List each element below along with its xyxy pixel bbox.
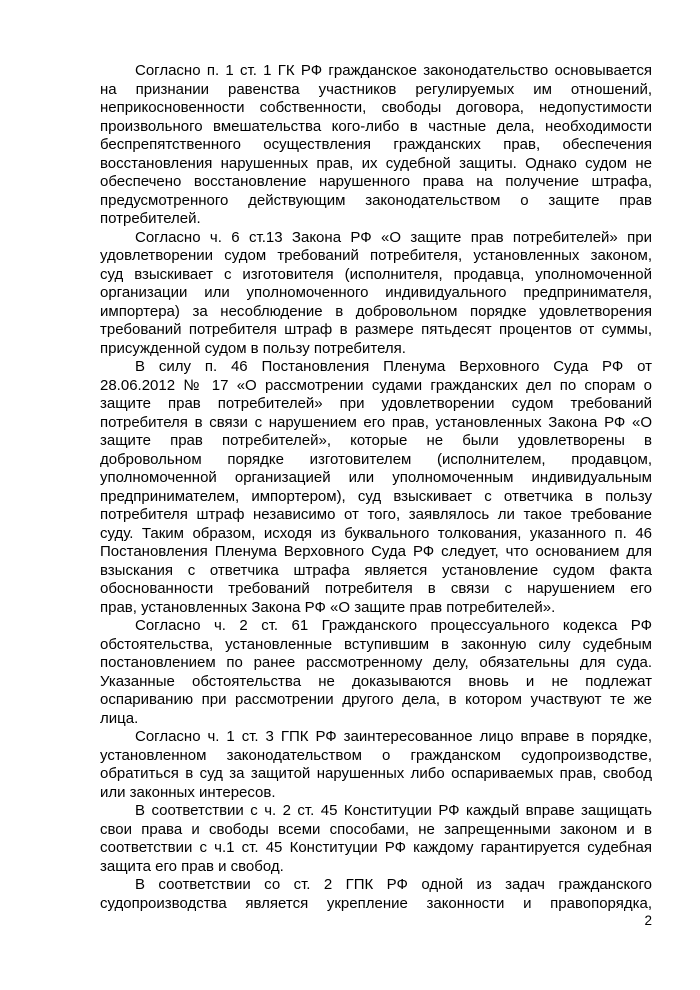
text-line: соответствии с ч.1 ст. 45 Конституции РФ каждому гарантируется судебная [100, 839, 652, 856]
text-line: В соответствии с ч. 2 ст. 45 Конституции РФ каждый вправе защищать [135, 802, 652, 819]
text-line: судопроизводства является укрепление законности и правопорядка, [100, 894, 652, 912]
page-number: 2 [644, 913, 652, 928]
text-line: суд взыскивает с изготовителя (исполнителя, продавца, уполномоченной [100, 265, 652, 283]
text-line: 28.06.2012 № 17 «О рассмотрении судами гражданских дел по спорам о [100, 376, 652, 394]
text-line: требований потребителя штраф в размере пятьдесят процентов от суммы, [100, 321, 652, 338]
paragraph [100, 229, 652, 359]
text-line: организации или уполномоченного индивидуального предпринимателя, [100, 284, 652, 301]
text-line: установленном законодательством о гражданском судопроизводстве, [100, 746, 652, 764]
paragraph [100, 876, 652, 913]
text-line: лица. [100, 709, 139, 727]
text-line: уполномоченной организацией или уполномоченным индивидуальным [100, 469, 652, 486]
text-line: потребителя штраф независимо от того, заявлялось ли такое требование [100, 506, 652, 523]
text-block [100, 62, 652, 913]
text-line: взыскания с ответчика штрафа является установление судом факта [100, 561, 652, 579]
text-line: защита его прав и свобод. [100, 857, 284, 875]
text-line: В соответствии со ст. 2 ГПК РФ одной из задач гражданского [135, 876, 652, 893]
text-line: или законных интересов. [100, 783, 276, 801]
text-line: потребителей. [100, 210, 201, 227]
text-line: добровольном порядке изготовителем (исполнителем, продавцом, [100, 450, 652, 468]
text-line: на признании равенства участников регулируемых им отношений, [100, 80, 652, 98]
text-line: импортера) за несоблюдение в добровольном порядке удовлетворения [100, 302, 652, 320]
text-line: защите прав потребителей» при удовлетворении судом требований [100, 395, 652, 412]
text-line: обратиться в суд за защитой нарушенных либо оспариваемых прав, свобод [100, 765, 652, 782]
text-line: обоснованности требований потребителя в связи с нарушением его [100, 580, 652, 597]
text-line: В силу п. 46 Постановления Пленума Верховного Суда РФ от [135, 358, 652, 375]
text-line: удовлетворении судом требований потребителя, установленных законом, [100, 247, 652, 264]
text-line: предусмотренного действующим законодательством о защите прав [100, 191, 652, 209]
text-line: Согласно ч. 1 ст. 3 ГПК РФ заинтересованное лицо вправе в порядке, [135, 728, 652, 745]
text-line: постановлением по ранее рассмотренному делу, обязательны для суда. [100, 654, 652, 671]
text-line: Согласно ч. 2 ст. 61 Гражданского процессуального кодекса РФ [135, 617, 652, 634]
text-line: беспрепятственного осуществления гражданских прав, обеспечения [100, 136, 652, 153]
text-line: неприкосновенности собственности, свободы договора, недопустимости [100, 99, 652, 116]
paragraph [100, 728, 652, 802]
text-line: обеспечено восстановление нарушенного права на получение штрафа, [100, 173, 652, 190]
text-line: Постановления Пленума Верховного Суда РФ следует, что основанием для [100, 543, 652, 560]
paragraph [100, 62, 652, 229]
paragraph [100, 617, 652, 728]
text-line: защите прав потребителей», которые не были удовлетворены в [100, 432, 652, 449]
text-line: произвольного вмешательства кого-либо в частные дела, необходимости [100, 117, 652, 135]
text-line: потребителя в связи с нарушением его прав, установленных Закона РФ «О [100, 413, 652, 431]
text-line: Согласно п. 1 ст. 1 ГК РФ гражданское законодательство основывается [135, 62, 652, 79]
text-line: Указанные обстоятельства не доказываются вновь и не подлежат [100, 672, 652, 690]
text-line: суду. Таким образом, исходя из буквального толкования, указанного п. 46 [100, 524, 652, 542]
text-line: восстановления нарушенных прав, их судебной защиты. Однако судом не [100, 154, 652, 172]
text-line: обстоятельства, установленные вступившим в законную силу судебным [100, 635, 652, 653]
text-line: Согласно ч. 6 ст.13 Закона РФ «О защите прав потребителей» при [135, 228, 652, 246]
text-line: предпринимателем, импортером), суд взыскивает с ответчика в пользу [100, 487, 652, 505]
text-line: прав, установленных Закона РФ «О защите прав потребителей». [100, 598, 556, 616]
text-line: присужденной судом в пользу потребителя. [100, 339, 406, 357]
text-line: оспариванию при рассмотрении другого дела, в котором участвуют те же [100, 691, 652, 708]
text-line: свои права и свободы всеми способами, не запрещенными законом и в [100, 820, 652, 838]
paragraph [100, 358, 652, 617]
paragraph [100, 802, 652, 876]
